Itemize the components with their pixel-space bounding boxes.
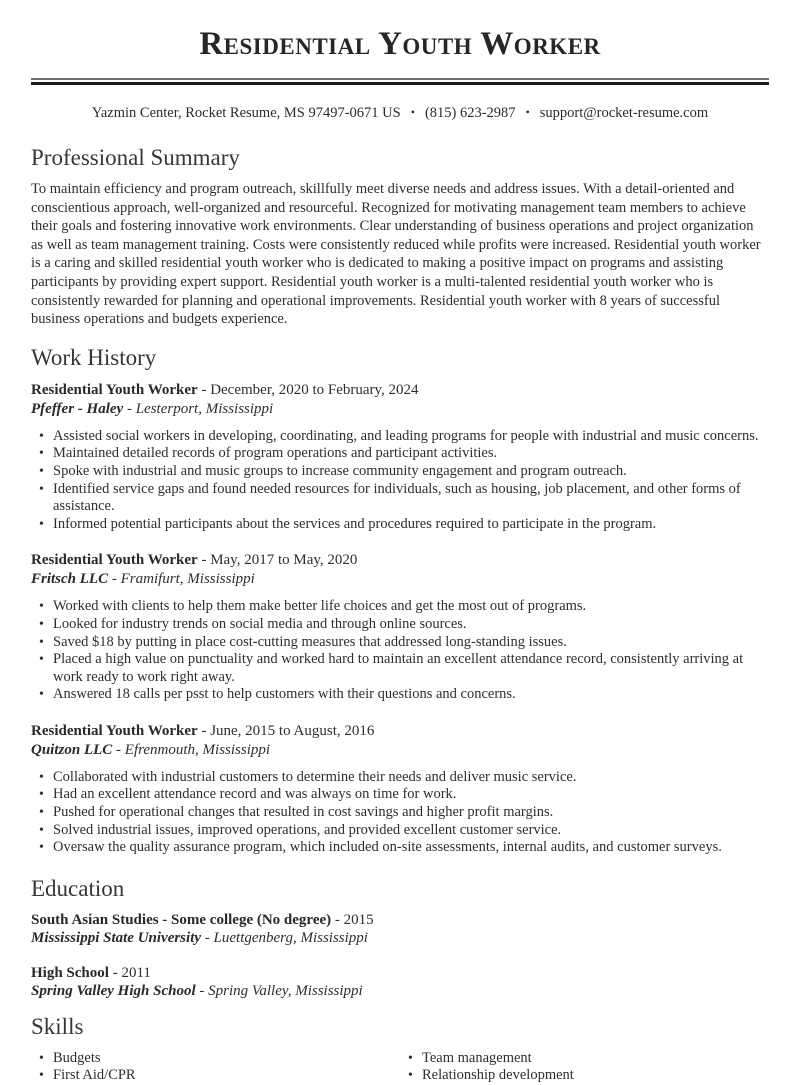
job-bullet: • Assisted social workers in developing, coordinating, and leading programs for people with industrial and music concerns.	[31, 428, 769, 446]
job-bullet: • Informed potential participants about the services and procedures required to participate in the program.	[31, 516, 769, 534]
job-entry	[31, 551, 769, 704]
work-history-heading: Work History	[31, 344, 157, 370]
education-section	[31, 875, 769, 1001]
skills-column-right	[400, 1050, 769, 1085]
skill-item: • Team management	[400, 1050, 769, 1068]
education-degree: South Asian Studies - Some college (No degree)	[31, 911, 332, 928]
summary-heading: Professional Summary	[31, 145, 240, 170]
job-bullet-list	[31, 428, 769, 534]
job-bullet: • Solved industrial issues, improved operations, and provided excellent customer service.	[31, 822, 769, 840]
contact-separator: •	[410, 105, 415, 119]
job-bullet: • Had an excellent attendance record and was always on time for work.	[31, 786, 769, 804]
job-title: Residential Youth Worker	[31, 381, 198, 398]
dash: -	[123, 400, 136, 417]
resume-header	[31, 26, 769, 121]
dash: -	[108, 964, 122, 981]
education-school: Spring Valley High School	[31, 983, 196, 1000]
job-bullet: • Placed a high value on punctuality and worked hard to maintain an excellent attendance record, consistently arriving at work ready to work right away.	[31, 651, 769, 686]
skills-column-left	[31, 1050, 400, 1085]
job-bullet: • Maintained detailed records of program operations and participant activities.	[31, 445, 769, 463]
dash: -	[195, 983, 209, 1000]
job-bullet: • Oversaw the quality assurance program, which included on-site assessments, internal audits, and customer surveys.	[31, 839, 769, 857]
job-bullet-list	[31, 598, 769, 704]
job-bullet: • Looked for industry trends on social media and through online sources.	[31, 616, 769, 634]
job-dates: May, 2017 to May, 2020	[210, 552, 358, 569]
dash: -	[197, 552, 211, 569]
job-bullet: • Collaborated with industrial customers to determine their needs and deliver music service.	[31, 769, 769, 787]
job-company-line	[31, 400, 769, 419]
education-degree-line	[31, 964, 769, 983]
dash: -	[108, 571, 121, 588]
education-degree: High School	[31, 964, 109, 981]
job-entry	[31, 381, 769, 534]
education-school-line	[31, 929, 769, 948]
job-company: Fritsch LLC	[31, 571, 109, 588]
dash: -	[112, 741, 125, 758]
job-location: Framifurt, Mississippi	[120, 571, 255, 588]
education-school: Mississippi State University	[31, 930, 202, 947]
education-entry	[31, 964, 769, 1001]
job-title-line	[31, 381, 769, 400]
job-location: Lesterport, Mississippi	[135, 400, 274, 417]
job-company: Quitzon LLC	[31, 741, 113, 758]
job-bullet-list	[31, 769, 769, 857]
education-heading: Education	[31, 875, 125, 901]
summary-text: To maintain efficiency and program outreach, skillfully meet diverse needs and address issues. With a detail-oriented and conscientious approach, well-organized and resourceful. Recognized for motivating management team members to achieve their goals and fostering innovative work environments. Clear understanding of business operations and project organization as well as team management training. Costs were consistently reduced while profits were increased. Residential youth worker is a caring and skilled residential youth worker who is dedicated to making a positive impact on programs and assisting participants by providing expert support. Residential youth worker is a multi-talented residential youth worker who is consistently rewarded for planning and operational improvements. Residential youth worker with 8 years of successful business operations and budgets experience.	[31, 181, 761, 328]
header-divider	[31, 78, 769, 85]
job-title-line	[31, 722, 769, 741]
job-dates: June, 2015 to August, 2016	[210, 722, 375, 739]
job-bullet: • Saved $18 by putting in place cost-cutting measures that addressed long-standing issues.	[31, 634, 769, 652]
contact-line	[31, 104, 769, 121]
professional-summary-section	[31, 144, 769, 329]
skills-list	[31, 1050, 400, 1085]
job-company-line	[31, 570, 769, 589]
contact-phone: (815) 623-2987	[424, 105, 516, 121]
skills-columns	[31, 1050, 769, 1085]
education-entry	[31, 911, 769, 948]
dash: -	[331, 911, 344, 928]
contact-address: Yazmin Center, Rocket Resume, MS 97497-0671 US	[91, 105, 401, 121]
contact-email: support@rocket-resume.com	[539, 105, 709, 121]
job-dates: December, 2020 to February, 2024	[210, 381, 419, 398]
skill-item: • First Aid/CPR	[31, 1067, 400, 1085]
contact-separator: •	[525, 105, 530, 119]
job-bullet: • Worked with clients to help them make better life choices and get the most out of programs.	[31, 598, 769, 616]
job-bullet: • Answered 18 calls per psst to help customers with their questions and concerns.	[31, 686, 769, 704]
education-school-line	[31, 982, 769, 1001]
education-location: Spring Valley, Mississippi	[208, 983, 363, 1000]
skills-list	[400, 1050, 769, 1085]
skills-section	[31, 1013, 769, 1085]
job-bullet: • Identified service gaps and found needed resources for individuals, such as housing, job placement, and other forms of assistance.	[31, 481, 769, 516]
education-location: Luettgenberg, Mississippi	[213, 930, 368, 947]
job-bullet: • Pushed for operational changes that resulted in cost savings and higher profit margins.	[31, 804, 769, 822]
dash: -	[201, 930, 214, 947]
skill-item: • Budgets	[31, 1050, 400, 1068]
education-year: 2011	[121, 964, 151, 981]
education-degree-line	[31, 911, 769, 930]
job-company-line	[31, 741, 769, 760]
dash: -	[197, 381, 211, 398]
job-title: Residential Youth Worker	[31, 722, 198, 739]
skills-heading: Skills	[31, 1013, 84, 1039]
work-history-section	[31, 344, 769, 857]
education-year: 2015	[343, 911, 374, 928]
job-location: Efrenmouth, Mississippi	[124, 741, 271, 758]
page-title: Residential Youth Worker	[199, 26, 601, 62]
job-company: Pfeffer - Haley	[31, 400, 124, 417]
job-title-line	[31, 551, 769, 570]
job-title: Residential Youth Worker	[31, 552, 198, 569]
job-entry	[31, 722, 769, 857]
dash: -	[197, 722, 211, 739]
job-bullet: • Spoke with industrial and music groups to increase community engagement and program outreach.	[31, 463, 769, 481]
skill-item: • Relationship development	[400, 1067, 769, 1085]
resume-page	[0, 26, 800, 1085]
